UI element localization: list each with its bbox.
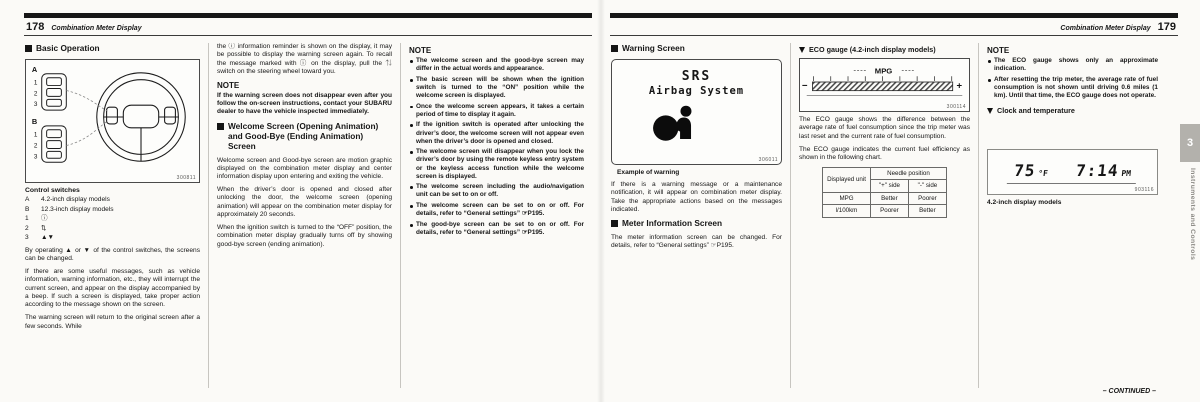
figure-label-b: B [31,116,38,126]
leader-line [66,121,107,146]
note-text: If the warning screen does not disappear even after you follow the on-screen instructions, contact your SUBARU dealer to have the vehicle inspected immediately. [217,91,392,116]
square-marker [611,45,618,52]
column-1 [24,43,208,388]
subsection-heading-eco-gauge [799,45,970,54]
note-heading: NOTE [987,46,1010,55]
heading-text: Basic Operation [36,43,100,53]
legend-key: B [25,205,30,213]
column-3 [978,43,1178,388]
table-header-plus-side: "+" side [870,180,908,192]
heading-text: Meter Information Screen [622,217,723,228]
figure-code: 306011 [758,156,778,163]
square-marker [25,45,32,52]
steering-wheel-figure [25,59,200,183]
temperature-unit: °F [1037,168,1049,178]
legend-value: 12.3-inch display models [41,205,114,213]
square-marker [217,123,224,130]
figure-code: 903116 [1134,187,1154,194]
steering-wheel-diagram [26,60,199,176]
section-heading-basic-operation [25,44,200,54]
legend-row [25,234,200,243]
triangle-marker [987,108,993,114]
srs-warning-figure [611,59,782,165]
note-item: The good-bye screen can be set to on or off. For details, refer to “General settings” ☞P195. [409,221,584,237]
gauge-bar [812,82,952,91]
paragraph: When the driver’s door is opened and closed after unlocking the door, the welcome screen (opening animation) will appear on the combination meter display for approximately 20 seconds. [217,186,392,219]
mpg-label: MPG [874,66,893,76]
table-cell: l/100km [823,205,871,217]
page-178 [16,0,598,402]
figure-key-2: 2 [33,90,38,98]
subsection-heading-clock-temperature [987,106,1158,115]
note-list [987,57,1158,100]
table-cell: Poorer [908,192,946,204]
note-item: The ECO gauge shows only an approximate indication. [987,57,1158,73]
table-cell: Better [870,192,908,204]
heading-text: Welcome Screen (Opening Animation) and Good-Bye (Ending Animation) Screen [228,120,379,151]
eco-gauge-figure [799,58,970,112]
paragraph: The ECO gauge shows the difference between the average rate of fuel consumption since the trip meter was last reset and the current rate of fuel consumption. [799,116,970,140]
table-row [823,205,947,217]
table-cell: Better [908,205,946,217]
page-number: 179 [1157,21,1176,33]
columns [24,36,592,388]
triangle-marker [799,47,805,53]
srs-display-text: SRS [681,68,712,84]
table-row [823,167,947,179]
square-marker [611,220,618,227]
chapter-tab-number: 3 [1180,124,1200,162]
page-number: 178 [26,21,45,33]
column-2 [790,43,978,388]
table-cell: MPG [823,192,871,204]
plus-sign: + [956,80,963,92]
figure-key-1: 1 [33,131,38,139]
table-cell: Poorer [870,205,908,217]
paragraph: The warning screen will return to the original screen after a few seconds. While [25,314,200,330]
legend-key: 1 [25,215,29,223]
legend-value: 4.2-inch display models [41,195,110,203]
eco-gauge-table [822,167,947,218]
heading-text: Warning Screen [622,43,685,53]
legend-row [25,215,200,224]
column-3 [400,43,592,388]
running-header: Combination Meter Display [51,25,142,32]
figure-key-2: 2 [33,142,38,150]
paragraph: If there are some useful messages, such as vehicle information, warning information, etc., they will interrupt the current screen, and appear on the display accompanied by a beep. If such a screen is displayed, take proper action according to the message shown on the screen. [25,267,200,309]
legend-title: Control switches [25,186,80,194]
time-value: 7:14 [1075,160,1120,180]
table-header-displayed-unit: Displayed unit [823,167,871,192]
legend-key: A [25,195,30,203]
paragraph: The ECO gauge indicates the current fuel efficiency as shown in the following chart. [799,145,970,161]
info-switch-icon: ⓘ [41,215,48,223]
note-heading: NOTE [409,46,432,55]
legend-row [25,196,200,205]
column-1 [610,43,790,388]
running-header: Combination Meter Display [1060,25,1151,32]
figure-code: 300114 [946,104,966,110]
page-header [24,18,592,36]
am-pm-indicator: PM [1120,168,1132,178]
table-header-needle-position: Needle position [870,167,946,179]
paragraph: When the ignition switch is turned to the “OFF” position, the combination meter display gradually turns off by showing good-bye screen (ending animation). [217,224,392,248]
columns [610,36,1178,388]
figure-caption: 4.2-inch display models [987,199,1062,207]
airbag-warning-icon [648,101,702,145]
note-item: The welcome screen will disappear when you lock the driver’s door by using the remote keyless entry system or the keyless access function while the welcome screen is displayed. [409,148,584,181]
legend-key: 3 [25,234,29,242]
note-item: If the ignition switch is operated after unlocking the driver’s door, the welcome screen will not appear even when the driver’s door is opened and closed. [409,121,584,145]
up-down-arrows-icon: ▲▼ [41,234,55,242]
chapter-tab-label: Instruments and Controls [1189,168,1196,261]
legend-key: 2 [25,224,29,232]
heading-text: Clock and temperature [997,106,1075,116]
airbag-system-text: Airbag System [648,84,745,97]
column-2 [208,43,400,388]
page-gutter [597,0,605,402]
section-heading-welcome-screen [217,122,392,152]
clock-temperature-figure [987,149,1158,195]
note-item: The basic screen will be shown when the ignition switch is turned to the “ON” position while the welcome screen is displayed. [409,76,584,100]
note-list [409,57,584,237]
eco-gauge-diagram [800,59,969,105]
note-item: Once the welcome screen appears, it takes a certain period of time to display it again. [409,103,584,119]
figure-label-a: A [31,64,38,74]
table-header-minus-side: "-" side [908,180,946,192]
section-heading-meter-information [611,219,782,229]
page-header [610,18,1178,36]
page-179 [602,0,1184,402]
minus-sign: − [801,80,808,92]
note-item: The welcome screen including the audio/navigation unit can be set to on or off. [409,183,584,199]
paragraph: The meter information screen can be changed. For details, refer to “General settings” ☞P195. [611,233,782,250]
note-item: The welcome screen and the good-bye screen may differ in the actual words and appearance. [409,57,584,73]
leader-line [66,90,107,111]
paragraph: the ⓘ information reminder is shown on the display, it may be possible to display the warning screen again. To recall the message marked with ⓘ on the display, pull the ⇅ switch on the steering wheel toward you. [217,43,392,76]
figure-key-3: 3 [33,153,38,161]
legend-row [25,225,200,234]
paragraph: By operating ▲ or ▼ of the control switches, the screens can be changed. [25,246,200,263]
clock-display [1007,161,1138,184]
note-item: The welcome screen can be set to on or off. For details, refer to “General settings” ☞P195. [409,202,584,218]
figure-key-3: 3 [33,101,38,109]
paragraph: If there is a warning message or a maintenance notification, it will appear on combination meter display. Take the appropriate actions based on the messages indicated. [611,180,782,214]
figure-code: 300811 [176,174,196,181]
figure-key-1: 1 [33,79,38,87]
temperature-value: 75 [1013,160,1037,180]
note-heading: NOTE [217,80,240,90]
figure-caption: Example of warning [617,168,680,176]
note-item: After resetting the trip meter, the average rate of fuel consumption is not shown until driving 0.6 miles (1 km). Until that time, the ECO gauge does not operate. [987,76,1158,100]
table-row [823,192,947,204]
legend-row [25,206,200,215]
paragraph: Welcome screen and Good-bye screen are motion graphic displayed on the combination meter display and center information display upon entering and exiting the vehicle. [217,156,392,181]
continued-label: – CONTINUED – [1102,388,1156,395]
gauge-ticks [813,76,951,81]
heading-text: ECO gauge (4.2-inch display models) [809,45,936,54]
section-heading-warning-screen [611,44,782,54]
recall-switch-icon: ⇅ [41,224,47,232]
